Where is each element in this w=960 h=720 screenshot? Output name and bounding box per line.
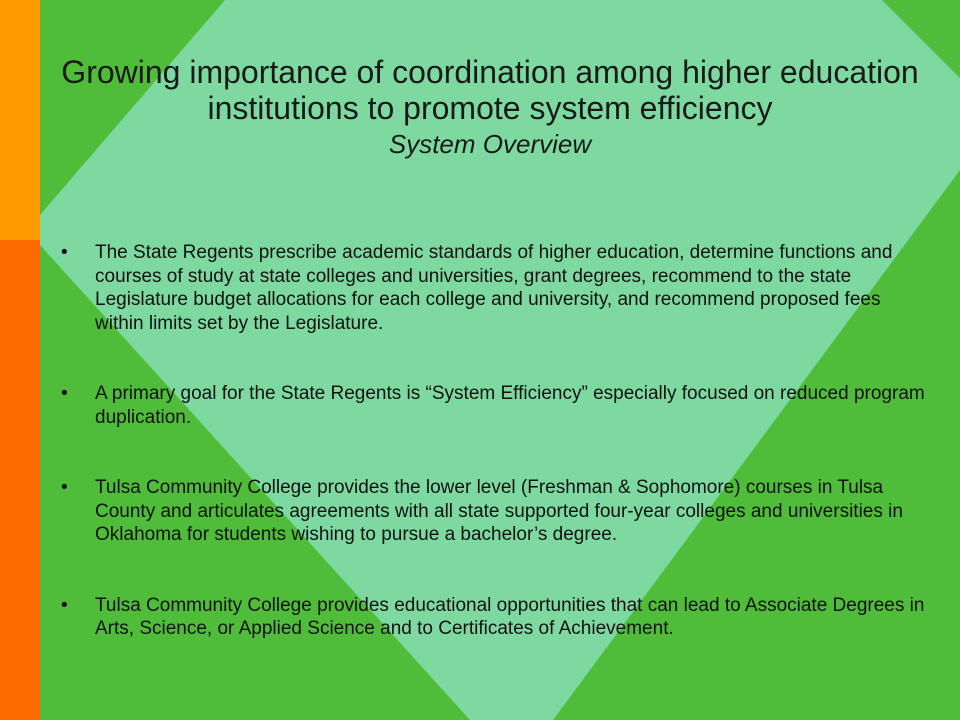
slide-subtitle: System Overview: [388, 129, 592, 159]
bullet-item: • Tulsa Community College provides educational opportunities that can lead to Associate Degrees in Arts, Science, or Applied Science and to Certificates of Achievement.: [58, 594, 928, 641]
bullet-list: [58, 241, 928, 641]
red-orange-side-bar: [0, 240, 40, 720]
orange-side-bar: [0, 0, 40, 240]
bullet-item: • The State Regents prescribe academic standards of higher education, determine functions and courses of study at state colleges and universities, grant degrees, recommend to the state Legislature budget allocations for each college and university, and recommend proposed fees within limits set by the Legislature.: [58, 241, 928, 335]
bullet-item: • Tulsa Community College provides the lower level (Freshman & Sophomore) courses in Tulsa County and articulates agreements with all state supported four-year colleges and universities in Oklahoma for students wishing to pursue a bachelor’s degree.: [58, 476, 928, 547]
bullet-item: • A primary goal for the State Regents is “System Efficiency” especially focused on reduced program duplication.: [58, 382, 928, 429]
slide-title-block: [40, 54, 940, 160]
slide-title: Growing importance of coordination among higher education institutions to promote system efficiency: [61, 54, 919, 126]
